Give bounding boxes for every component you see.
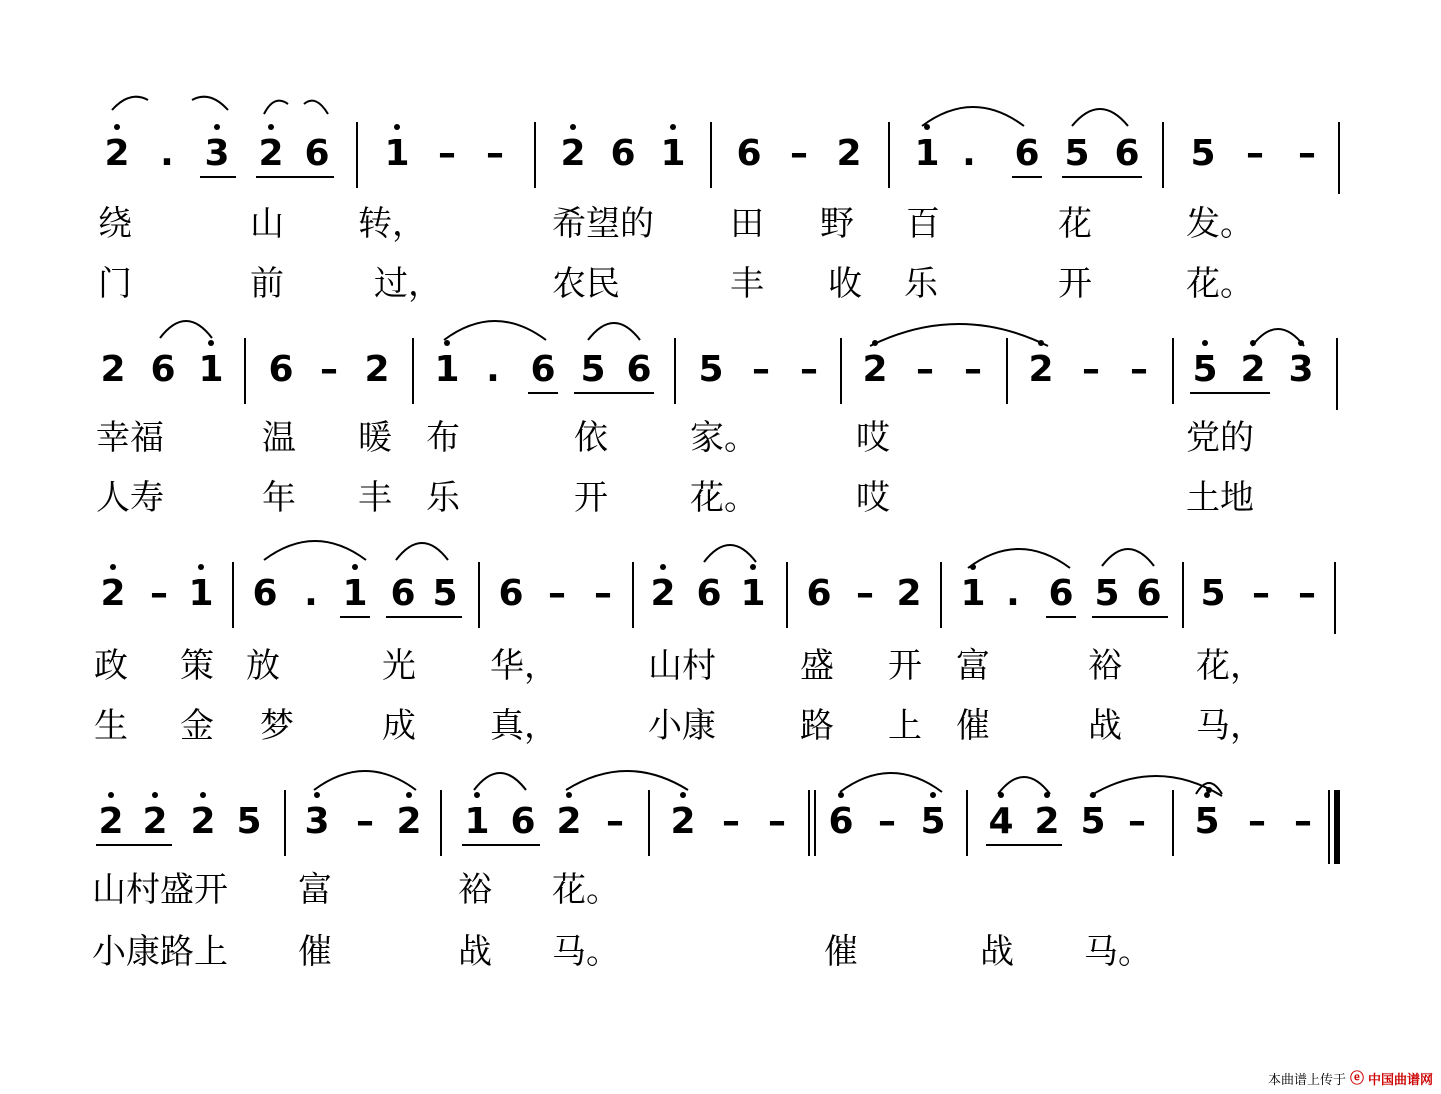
barline	[1334, 562, 1336, 634]
dot	[1090, 792, 1096, 798]
lyric: 前	[250, 264, 284, 304]
note: 2	[1034, 801, 1060, 842]
underline	[1012, 176, 1042, 178]
lyric: 田	[730, 204, 764, 244]
note: 2	[556, 801, 582, 842]
lyric: 催	[824, 932, 858, 972]
note: 1	[740, 573, 766, 614]
slur	[1068, 102, 1132, 130]
staff-row-4	[0, 746, 1441, 986]
note: –	[606, 801, 624, 842]
note: 4	[988, 801, 1014, 842]
note: –	[800, 349, 818, 390]
lyric: 依	[574, 418, 608, 458]
note: –	[790, 133, 808, 174]
underline	[340, 616, 370, 618]
dot	[930, 792, 936, 798]
lyric: 花。	[1186, 264, 1254, 304]
dot	[406, 792, 412, 798]
note: 3	[204, 133, 230, 174]
lyric: 年	[262, 478, 296, 518]
note: –	[1128, 801, 1146, 842]
lyric: 乐	[904, 264, 938, 304]
lyrics-line-1	[0, 870, 1441, 910]
slur	[836, 766, 946, 796]
dot	[198, 564, 204, 570]
lyric: 布	[426, 418, 460, 458]
barline	[808, 790, 810, 856]
dot	[1250, 340, 1256, 346]
note: –	[1252, 573, 1270, 614]
barline	[440, 790, 442, 856]
note: –	[438, 133, 456, 174]
note: 5	[432, 573, 458, 614]
dot	[838, 792, 844, 798]
lyric: 催	[298, 932, 332, 972]
lyric: 裕	[1088, 646, 1122, 686]
underline	[1062, 176, 1142, 178]
barline	[786, 562, 788, 628]
lyrics-line-2	[0, 478, 1441, 518]
lyric: 政	[94, 646, 128, 686]
lyric: 丰	[730, 264, 764, 304]
lyric: 幸福	[96, 418, 164, 458]
note: –	[916, 349, 934, 390]
lyric: 富	[298, 870, 332, 910]
note: 2	[100, 573, 126, 614]
note: 2	[896, 573, 922, 614]
upload-credit	[1268, 1068, 1433, 1088]
lyric: 乐	[426, 478, 460, 518]
slur	[964, 542, 1074, 572]
lyric: 党的	[1186, 418, 1254, 458]
slur	[584, 316, 644, 342]
lyric: 山村	[648, 646, 716, 686]
dot	[924, 124, 930, 130]
site-logo[interactable]: 中国曲谱网	[1367, 1072, 1433, 1088]
note: 5	[1064, 133, 1090, 174]
note: 5	[920, 801, 946, 842]
note: –	[722, 801, 740, 842]
lyric: 收	[828, 264, 862, 304]
note: 6	[150, 349, 176, 390]
underline	[96, 844, 172, 846]
note: 2	[560, 133, 586, 174]
slur	[110, 92, 150, 112]
lyric: 生	[94, 706, 128, 746]
slur	[260, 534, 370, 564]
barline	[632, 562, 634, 628]
lyric: 哎	[856, 478, 890, 518]
note: 5	[1094, 573, 1120, 614]
lyric: 发。	[1186, 204, 1254, 244]
underline	[200, 176, 236, 178]
note: 5	[580, 349, 606, 390]
slur	[562, 764, 692, 794]
note: 6	[304, 133, 330, 174]
lyric: 土地	[1186, 478, 1254, 518]
dot	[208, 340, 214, 346]
underline	[1046, 616, 1076, 618]
lyric: 盛	[800, 646, 834, 686]
note: 2	[862, 349, 888, 390]
note: 6	[1014, 133, 1040, 174]
slur	[1098, 542, 1158, 568]
note: 5	[1194, 801, 1220, 842]
dot	[872, 340, 878, 346]
note: 1	[188, 573, 214, 614]
note: 2	[670, 801, 696, 842]
barline	[232, 562, 234, 628]
lyric: 小康路上	[92, 932, 228, 972]
dot	[680, 792, 686, 798]
note: –	[878, 801, 896, 842]
slur	[700, 538, 760, 564]
note: –	[752, 349, 770, 390]
lyric: 野	[820, 204, 854, 244]
dot	[660, 564, 666, 570]
note: –	[1246, 133, 1264, 174]
note: 2	[836, 133, 862, 174]
note: 6	[268, 349, 294, 390]
barline	[478, 562, 480, 628]
note: 1	[342, 573, 368, 614]
lyric: 花，	[1196, 646, 1264, 686]
barline	[356, 122, 358, 188]
barline	[648, 790, 650, 856]
lyric: 山村盛开	[92, 870, 228, 910]
dot	[444, 340, 450, 346]
dot	[394, 124, 400, 130]
note: .	[486, 349, 500, 390]
lyric: 开	[574, 478, 608, 518]
note: –	[964, 349, 982, 390]
lyric: 战	[1088, 706, 1122, 746]
dot	[570, 124, 576, 130]
lyric: 丰	[358, 478, 392, 518]
note: –	[150, 573, 168, 614]
note: –	[1294, 801, 1312, 842]
barline	[840, 338, 842, 404]
barline	[966, 790, 968, 856]
dot	[970, 564, 976, 570]
note: .	[962, 133, 976, 174]
lyric: 山	[250, 204, 284, 244]
slur	[918, 100, 1028, 130]
note: –	[1082, 349, 1100, 390]
lyric: 策	[180, 646, 214, 686]
lyric: 绕	[98, 204, 132, 244]
note: 5	[236, 801, 262, 842]
note: 1	[434, 349, 460, 390]
note: 2	[258, 133, 284, 174]
note: 5	[1080, 801, 1106, 842]
lyric: 过，	[374, 264, 442, 304]
note: .	[1006, 573, 1020, 614]
lyric: 小康	[648, 706, 716, 746]
note: 2	[190, 801, 216, 842]
underline	[574, 392, 654, 394]
note: 2	[104, 133, 130, 174]
barline	[674, 338, 676, 404]
slur	[866, 316, 1052, 350]
barline	[244, 338, 246, 404]
lyric: 光	[382, 646, 416, 686]
dot	[314, 792, 320, 798]
staff-row-2	[0, 300, 1441, 540]
credit-text: 本曲谱上传于	[1267, 1072, 1346, 1088]
note: 2	[364, 349, 390, 390]
note: 3	[1288, 349, 1314, 390]
lyric: 成	[382, 706, 416, 746]
barline	[284, 790, 286, 856]
slur	[302, 96, 332, 116]
note: 2	[396, 801, 422, 842]
note: 6	[390, 573, 416, 614]
note: 5	[1190, 133, 1216, 174]
lyric: 暖	[358, 418, 392, 458]
note: –	[1248, 801, 1266, 842]
note: 6	[610, 133, 636, 174]
lyric: 马，	[1196, 706, 1264, 746]
lyric: 梦	[260, 706, 294, 746]
lyric: 花。	[690, 478, 758, 518]
lyric: 开	[1058, 264, 1092, 304]
lyric: 转，	[358, 204, 426, 244]
note: –	[1130, 349, 1148, 390]
barline	[1172, 338, 1174, 404]
barline	[940, 562, 942, 628]
note: 6	[736, 133, 762, 174]
lyric: 门	[98, 264, 132, 304]
lyric: 战	[980, 932, 1014, 972]
slur	[262, 96, 292, 116]
note: 5	[698, 349, 724, 390]
note: –	[320, 349, 338, 390]
lyrics-line-2	[0, 932, 1441, 972]
barline	[1172, 790, 1174, 856]
dot	[566, 792, 572, 798]
note: 2	[650, 573, 676, 614]
barline	[1328, 790, 1330, 864]
note: –	[486, 133, 504, 174]
note: 6	[1048, 573, 1074, 614]
note: 2	[1240, 349, 1266, 390]
note: 6	[530, 349, 556, 390]
note: 1	[914, 133, 940, 174]
slur	[190, 92, 230, 112]
barline	[1338, 122, 1340, 194]
lyrics-line-1	[0, 418, 1441, 458]
staff-row-3	[0, 520, 1441, 760]
dot	[1038, 340, 1044, 346]
barline	[710, 122, 712, 188]
note: 2	[142, 801, 168, 842]
note: 2	[98, 801, 124, 842]
note: –	[1298, 573, 1316, 614]
note: 6	[252, 573, 278, 614]
note: 1	[660, 133, 686, 174]
dot	[1204, 792, 1210, 798]
dot	[114, 124, 120, 130]
underline	[462, 844, 540, 846]
dot	[1202, 340, 1208, 346]
lyric: 放	[246, 646, 280, 686]
underline	[1190, 392, 1270, 394]
lyric: 哎	[856, 418, 890, 458]
note: 6	[1114, 133, 1140, 174]
lyric: 裕	[458, 870, 492, 910]
note: 6	[498, 573, 524, 614]
lyrics-line-1	[0, 646, 1441, 686]
note: 6	[510, 801, 536, 842]
lyric: 金	[180, 706, 214, 746]
underline	[386, 616, 462, 618]
lyric: 花。	[552, 870, 620, 910]
note: 3	[304, 801, 330, 842]
note: .	[304, 573, 318, 614]
dot	[1044, 792, 1050, 798]
lyric: 马。	[1084, 932, 1152, 972]
dot	[108, 792, 114, 798]
note: 1	[464, 801, 490, 842]
underline	[1092, 616, 1168, 618]
dot	[998, 792, 1004, 798]
note: –	[1298, 133, 1316, 174]
note: 6	[828, 801, 854, 842]
barline	[888, 122, 890, 188]
site-logo-icon: ⓔ	[1349, 1071, 1364, 1087]
note: 2	[1028, 349, 1054, 390]
barline	[1182, 562, 1184, 628]
note: 6	[696, 573, 722, 614]
note: 5	[1200, 573, 1226, 614]
lyrics-line-2	[0, 706, 1441, 746]
lyric: 温	[262, 418, 296, 458]
dot	[214, 124, 220, 130]
slur	[440, 314, 550, 344]
note: 1	[384, 133, 410, 174]
dot	[474, 792, 480, 798]
dot	[352, 564, 358, 570]
slur	[156, 314, 216, 340]
dot	[268, 124, 274, 130]
lyric: 马。	[552, 932, 620, 972]
lyric: 百	[906, 204, 940, 244]
barline	[534, 122, 536, 188]
lyric: 家。	[690, 418, 758, 458]
note: 1	[198, 349, 224, 390]
note: 2	[100, 349, 126, 390]
barline	[1336, 338, 1338, 410]
note: –	[856, 573, 874, 614]
lyric: 人寿	[96, 478, 164, 518]
slur	[310, 764, 420, 794]
final-barline	[1334, 790, 1340, 864]
barline	[814, 790, 816, 856]
slur	[392, 536, 452, 562]
barline	[1162, 122, 1164, 188]
underline	[256, 176, 334, 178]
slur	[470, 766, 530, 792]
lyric: 催	[956, 706, 990, 746]
lyrics-line-1	[0, 204, 1441, 244]
note: –	[768, 801, 786, 842]
lyric: 真，	[490, 706, 558, 746]
lyric: 农民	[552, 264, 620, 304]
lyric: 花	[1058, 204, 1092, 244]
lyric: 华，	[490, 646, 558, 686]
dot	[750, 564, 756, 570]
lyric: 路	[800, 706, 834, 746]
lyric: 开	[888, 646, 922, 686]
lyric: 上	[888, 706, 922, 746]
dot	[110, 564, 116, 570]
note: 6	[806, 573, 832, 614]
barline	[1006, 338, 1008, 404]
lyric: 富	[956, 646, 990, 686]
lyric: 战	[458, 932, 492, 972]
dot	[670, 124, 676, 130]
note: 6	[626, 349, 652, 390]
note: –	[356, 801, 374, 842]
staff-row-1	[0, 0, 1441, 320]
note: –	[548, 573, 566, 614]
note: 6	[1136, 573, 1162, 614]
underline	[528, 392, 558, 394]
lyrics-line-2	[0, 264, 1441, 304]
note: –	[594, 573, 612, 614]
note: .	[160, 133, 174, 174]
note: 5	[1192, 349, 1218, 390]
underline	[986, 844, 1062, 846]
dot	[200, 792, 206, 798]
lyric: 希望的	[552, 204, 654, 244]
note: 1	[960, 573, 986, 614]
dot	[152, 792, 158, 798]
dot	[1298, 340, 1304, 346]
barline	[412, 338, 414, 404]
